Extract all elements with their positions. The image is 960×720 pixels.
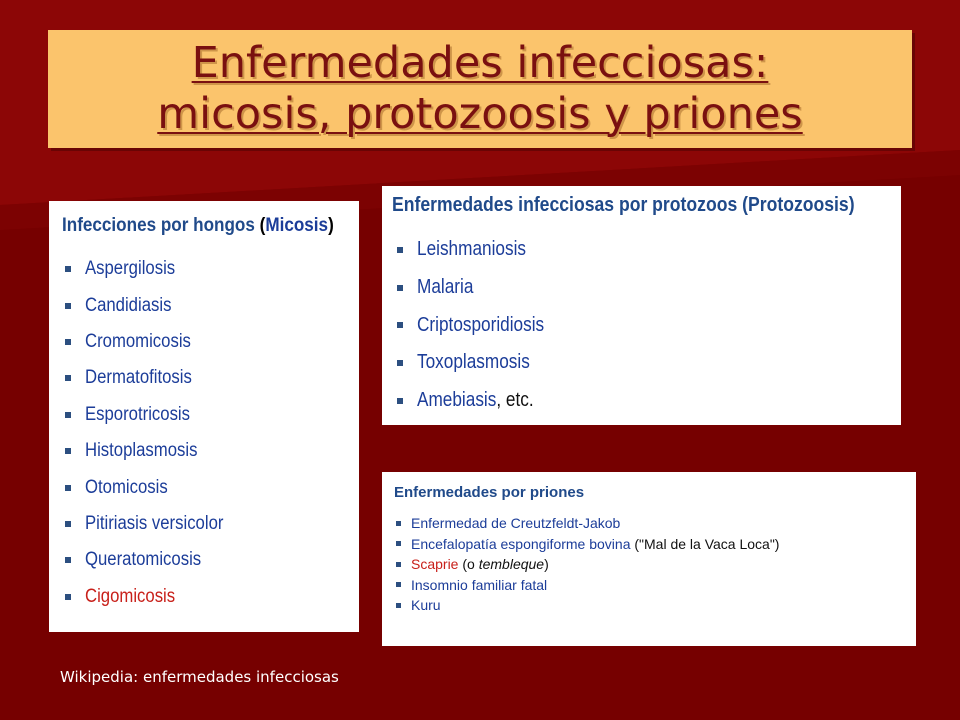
micosis-heading-text: Infecciones por hongos	[62, 215, 255, 236]
bullet-icon	[65, 485, 71, 491]
disease-link[interactable]: Dermatofitosis	[85, 367, 192, 389]
bullet-icon	[65, 557, 71, 563]
micosis-heading	[62, 215, 334, 237]
list-item	[62, 433, 359, 469]
protozoosis-panel	[382, 186, 901, 425]
slide-title-line-1: Enfermedades infecciosas:	[191, 38, 769, 88]
priones-list	[394, 513, 916, 616]
disease-link[interactable]: Esporotricosis	[85, 403, 191, 425]
list-item	[392, 231, 901, 269]
disease-link[interactable]: Cromomicosis	[85, 330, 191, 352]
list-item-suffix: , etc.	[496, 389, 534, 412]
disease-link[interactable]: Toxoplasmosis	[417, 351, 530, 374]
disease-link[interactable]: Leishmaniosis	[417, 238, 526, 261]
list-item	[392, 382, 901, 420]
list-item-text	[417, 351, 530, 374]
bullet-icon	[65, 339, 71, 345]
bullet-icon	[65, 375, 71, 381]
list-item	[62, 360, 359, 396]
bullet-icon	[397, 398, 403, 404]
bullet-icon	[65, 448, 71, 454]
list-item-text	[85, 367, 192, 389]
list-item-text	[417, 276, 473, 299]
list-item	[394, 554, 916, 575]
list-item-text	[417, 238, 526, 261]
protozoosis-heading: Enfermedades infecciosas por protozoos (Protozoosis)	[392, 194, 855, 216]
disease-link[interactable]: Histoplasmosis	[85, 440, 198, 462]
list-item-text	[417, 389, 534, 412]
micosis-list	[62, 251, 359, 615]
bullet-icon	[65, 266, 71, 272]
micosis-heading-paren-close: )	[328, 215, 334, 236]
bullet-icon	[65, 303, 71, 309]
disease-link[interactable]: Insomnio familiar fatal	[411, 576, 548, 593]
list-item-text	[417, 314, 544, 337]
protozoosis-list	[392, 231, 901, 419]
list-item-text	[85, 404, 190, 426]
list-item-text	[85, 440, 197, 462]
micosis-heading-paren-open: (	[254, 215, 266, 236]
list-item-text	[85, 258, 175, 280]
bullet-icon	[396, 541, 401, 546]
bullet-icon	[396, 603, 401, 608]
list-item-text	[411, 536, 779, 552]
disease-link[interactable]: Criptosporidiosis	[417, 313, 545, 336]
disease-link[interactable]: Aspergilosis	[85, 258, 176, 280]
list-item-text	[411, 577, 547, 593]
disease-link[interactable]: Malaria	[417, 276, 474, 299]
slide-title-line-2: micosis, protozoosis y priones	[157, 89, 803, 139]
bullet-icon	[397, 360, 403, 366]
list-item-text	[411, 556, 549, 572]
list-item	[392, 344, 901, 382]
bullet-icon	[396, 521, 401, 526]
list-item-text	[85, 549, 201, 571]
list-item	[394, 534, 916, 555]
disease-link[interactable]: Cigomicosis	[85, 585, 176, 607]
disease-link[interactable]: Kuru	[411, 597, 441, 614]
list-item-text	[85, 513, 223, 535]
list-item	[62, 469, 359, 505]
priones-heading: Enfermedades por priones	[394, 484, 585, 501]
disease-link[interactable]: Enfermedad de Creutzfeldt-Jakob	[411, 515, 621, 532]
list-item-text	[411, 597, 441, 613]
disease-link[interactable]: Queratomicosis	[85, 549, 202, 571]
list-item	[394, 513, 916, 534]
bullet-icon	[396, 582, 401, 587]
list-item	[62, 397, 359, 433]
list-item-suffix: (o	[458, 556, 479, 573]
list-item-text	[85, 331, 191, 353]
slide-title-box	[48, 30, 912, 148]
disease-link[interactable]: Pitiriasis versicolor	[85, 512, 224, 534]
source-footnote: Wikipedia: enfermedades infecciosas	[60, 668, 339, 686]
list-item-suffix-end: )	[544, 556, 549, 573]
list-item	[392, 306, 901, 344]
bullet-icon	[397, 285, 403, 291]
list-item	[392, 269, 901, 307]
disease-link[interactable]: Amebiasis	[417, 389, 497, 412]
bullet-icon	[396, 562, 401, 567]
list-item-text	[85, 586, 175, 608]
disease-link[interactable]: Encefalopatía espongiforme bovina	[411, 535, 631, 552]
bullet-icon	[65, 412, 71, 418]
bullet-icon	[65, 594, 71, 600]
list-item-suffix-italic: tembleque	[478, 556, 545, 573]
micosis-panel	[49, 201, 359, 632]
bullet-icon	[397, 247, 403, 253]
disease-link[interactable]: Otomicosis	[85, 476, 168, 498]
list-item	[62, 324, 359, 360]
priones-panel	[382, 472, 916, 646]
list-item-text	[85, 477, 168, 499]
list-item	[62, 287, 359, 323]
list-item	[62, 251, 359, 287]
list-item	[394, 575, 916, 596]
list-item	[62, 542, 359, 578]
list-item-text	[411, 515, 620, 531]
list-item	[394, 595, 916, 616]
list-item	[62, 579, 359, 615]
bullet-icon	[397, 322, 403, 328]
disease-link[interactable]: Candidiasis	[85, 294, 172, 316]
list-item	[62, 506, 359, 542]
list-item-text	[85, 295, 171, 317]
disease-link[interactable]: Scaprie	[411, 556, 459, 573]
list-item-suffix: ("Mal de la Vaca Loca")	[630, 535, 780, 552]
micosis-heading-link[interactable]: Micosis	[265, 215, 329, 236]
bullet-icon	[65, 521, 71, 527]
